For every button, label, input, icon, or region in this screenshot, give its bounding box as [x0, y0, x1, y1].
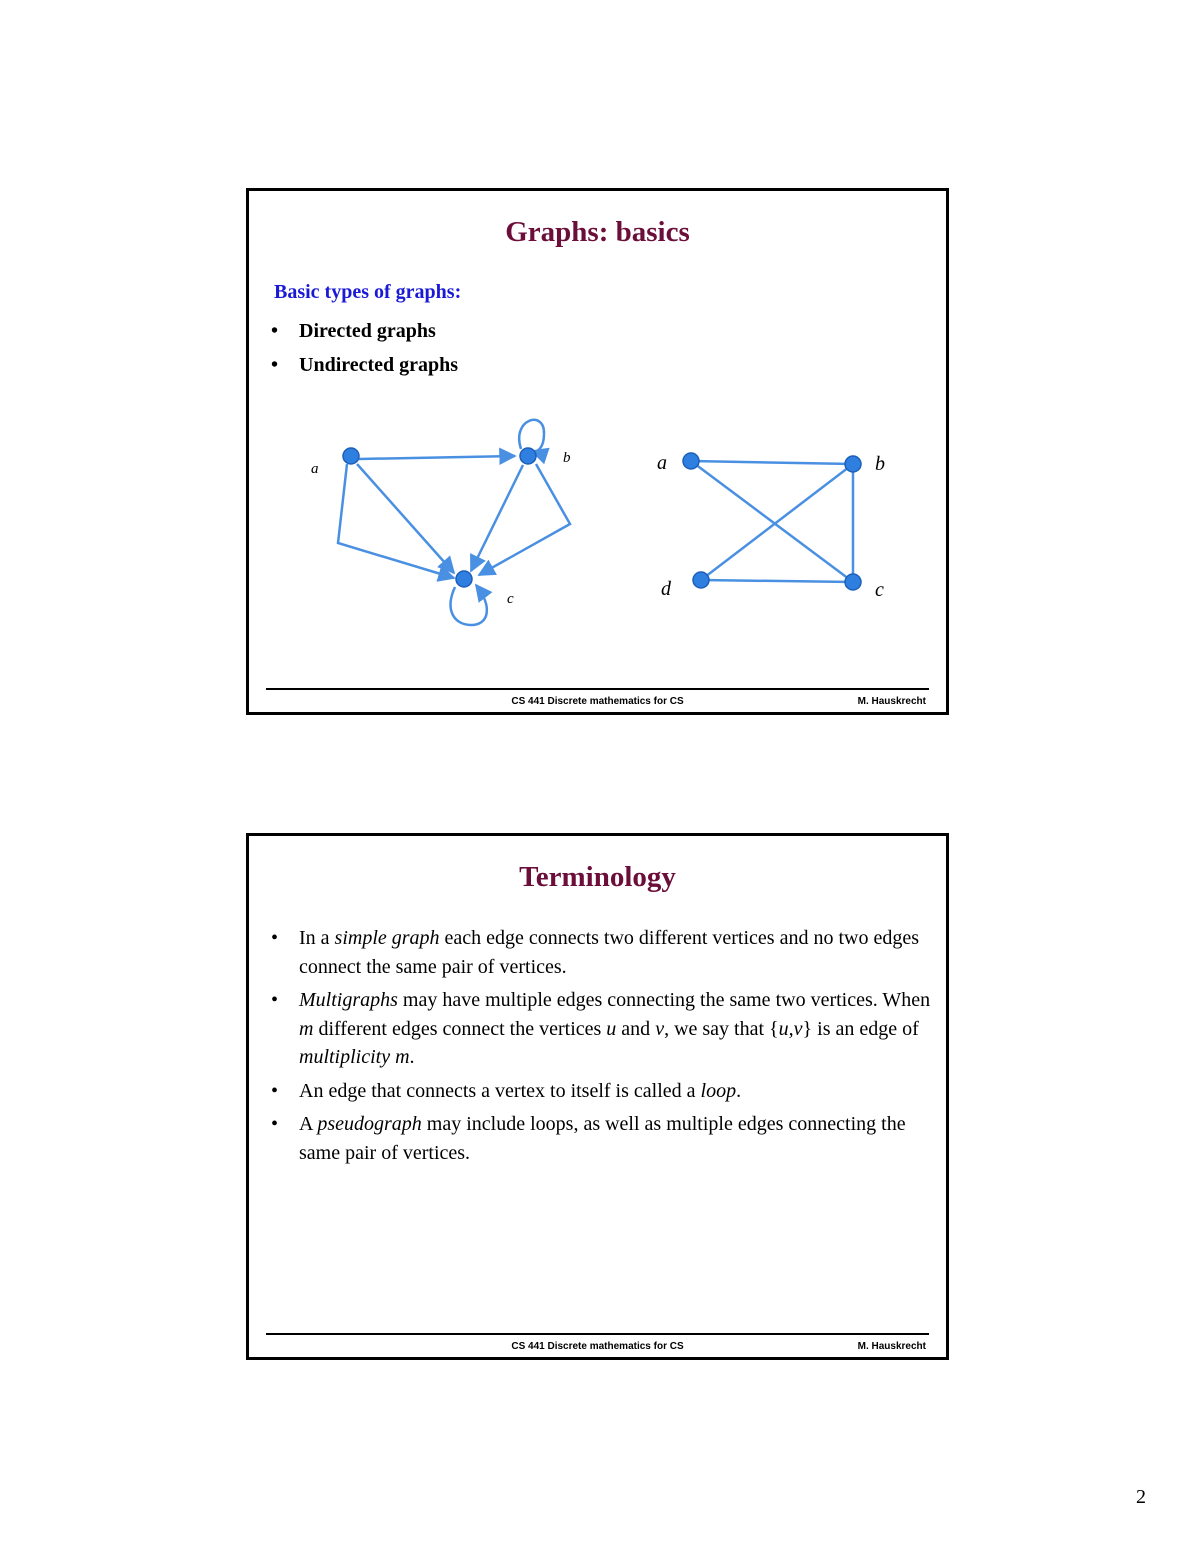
- page-number: 2: [1136, 1486, 1146, 1508]
- label-a: a: [657, 452, 667, 474]
- edge-d-c: [701, 580, 853, 582]
- graph-diagrams: [249, 191, 946, 712]
- vertex-b: [520, 448, 536, 464]
- bullet-loop: • An edge that connects a vertex to itself is called a loop.: [269, 1077, 939, 1106]
- slide-title: Graphs: basics: [505, 216, 690, 248]
- edge-a-c-bent: [338, 464, 454, 578]
- directed-vertices: [343, 448, 536, 587]
- label-d: d: [661, 578, 671, 600]
- bullet-list: [269, 924, 939, 1172]
- vertex-d: [693, 572, 709, 588]
- label-b: b: [563, 450, 571, 466]
- edge-a-c: [357, 464, 454, 573]
- edge-d-b: [701, 464, 853, 580]
- subheading: Basic types of graphs:: [274, 281, 462, 303]
- slide-terminology: [246, 833, 949, 1360]
- bullet-multigraphs: • Multigraphs may have multiple edges connecting the same two vertices. When m different edges connect the vertices u and v, we say that {u,v} is an edge of multiplicity m.: [269, 986, 939, 1072]
- directed-graph: [338, 420, 570, 625]
- vertex-a: [343, 448, 359, 464]
- edge-b-c-bent: [479, 464, 570, 575]
- footer-course: CS 441 Discrete mathematics for CS: [511, 1341, 684, 1352]
- edge-a-b: [359, 456, 515, 459]
- vertex-c: [845, 574, 861, 590]
- label-c: c: [875, 579, 884, 601]
- vertex-c: [456, 571, 472, 587]
- bullet-pseudograph: • A pseudograph may include loops, as well as multiple edges connecting the same pair of vertices.: [269, 1110, 939, 1167]
- bullet-undirected: • Undirected graphs: [269, 348, 458, 382]
- undirected-graph: [691, 461, 853, 582]
- slide-title: Terminology: [519, 861, 676, 893]
- vertex-b: [845, 456, 861, 472]
- loop-c: [451, 585, 487, 625]
- loop-b: [519, 420, 544, 452]
- label-a: a: [311, 461, 319, 477]
- footer-divider: [266, 1333, 929, 1335]
- slide-graphs-basics: [246, 188, 949, 715]
- footer-author: M. Hauskrecht: [857, 1341, 926, 1352]
- label-b: b: [875, 453, 885, 475]
- vertex-a: [683, 453, 699, 469]
- bullet-directed: • Directed graphs: [269, 314, 458, 348]
- footer-course: CS 441 Discrete mathematics for CS: [511, 696, 684, 707]
- label-c: c: [507, 591, 514, 607]
- footer-author: M. Hauskrecht: [857, 696, 926, 707]
- bullet-simple-graph: • In a simple graph each edge connects two different vertices and no two edges connect the same pair of vertices.: [269, 924, 939, 981]
- edge-a-c: [691, 461, 853, 582]
- edge-a-b: [691, 461, 853, 464]
- footer-divider: [266, 688, 929, 690]
